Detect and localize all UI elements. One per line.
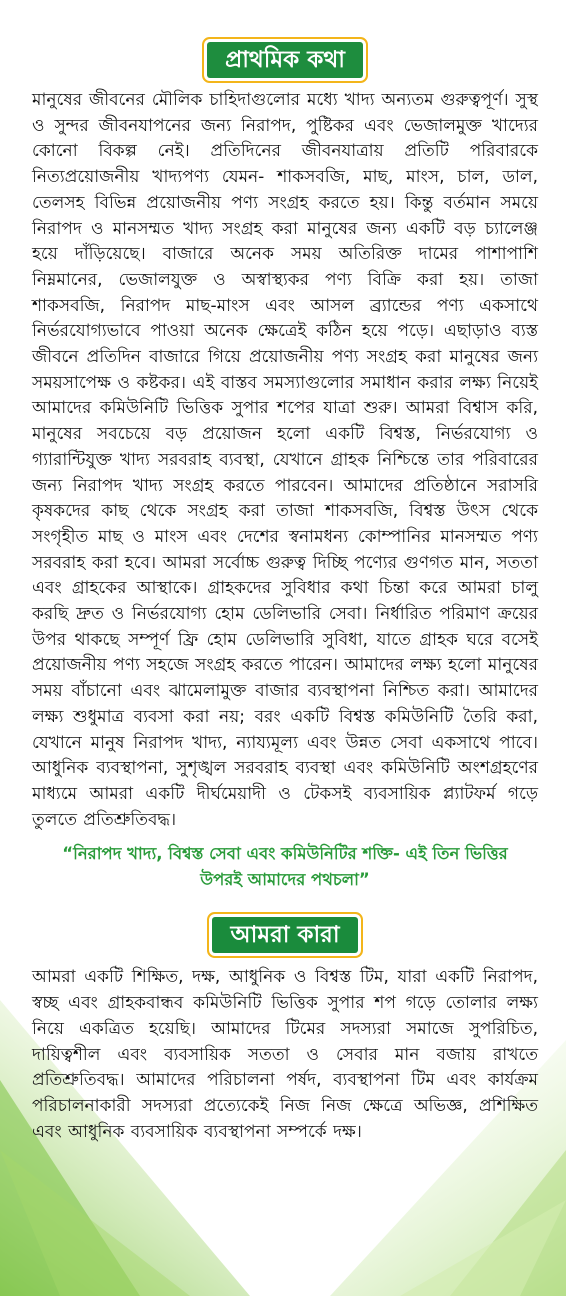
intro-heading: প্রাথমিক কথা (207, 42, 363, 78)
about-heading-wrap (32, 917, 538, 957)
section-divider (32, 893, 538, 917)
about-heading: আমরা কারা (212, 917, 357, 953)
intro-quote: “নিরাপদ খাদ্য, বিশ্বস্ত সেবা এবং কমিউনিটির শক্তি- এই তিন ভিত্তির উপরই আমাদের পথচলা” (62, 844, 508, 890)
intro-paragraph: মানুষের জীবনের মৌলিক চাহিদাগুলোর মধ্যে খাদ্য অন্যতম গুরুত্বপূর্ণ। সুস্থ ও সুন্দর জীবনযাপনের জন্য নিরাপদ, পুষ্টিকর এবং ভেজালমুক্ত খাদ্যের কোনো বিকল্প নেই। প্রতিদিনের জীবনযাত্রায় প্রতিটি পরিবারকে নিত্যপ্রয়োজনীয় খাদ্যপণ্য যেমন- শাকসবজি, মাছ, মাংস, চাল, ডাল, তেলসহ বিভিন্ন প্রয়োজনীয় পণ্য সংগ্রহ করতে হয়। কিন্তু বর্তমান সময়ে নিরাপদ ও মানসম্মত খাদ্য সংগ্রহ করা মানুষের জন্য একটি বড় চ্যালেঞ্জ হয়ে দাঁড়িয়েছে। বাজারে অনেক সময় অতিরিক্ত দামের পাশাপাশি নিম্নমানের, ভেজালযুক্ত ও অস্বাস্থ্যকর পণ্য বিক্রি করা হয়। তাজা শাকসবজি, নিরাপদ মাছ-মাংস এবং আসল ব্র্যান্ডের পণ্য একসাথে নির্ভরযোগ্যভাবে পাওয়া অনেক ক্ষেত্রেই কঠিন হয়ে পড়ে। এছাড়াও ব্যস্ত জীবনে প্রতিদিন বাজারে গিয়ে প্রয়োজনীয় পণ্য সংগ্রহ করা মানুষের জন্য সময়সাপেক্ষ ও কষ্টকর। এই বাস্তব সমস্যাগুলোর সমাধান করার লক্ষ্য নিয়েই আমাদের কমিউনিটি ভিত্তিক সুপার শপের যাত্রা শুরু। আমরা বিশ্বাস করি, মানুষের সবচেয়ে বড় প্রয়োজন হলো একটি বিশ্বস্ত, নির্ভরযোগ্য ও গ্যারান্টিযুক্ত খাদ্য সরবরাহ ব্যবস্থা, যেখানে গ্রাহক নিশ্চিন্তে তার পরিবারের জন্য নিরাপদ খাদ্য সংগ্রহ করতে পারবেন। আমাদের প্রতিষ্ঠানে সরাসরি কৃষকদের কাছ থেকে সংগ্রহ করা তাজা শাকসবজি, বিশ্বস্ত উৎস থেকে সংগৃহীত মাছ ও মাংস এবং দেশের স্বনামধন্য কোম্পানির মানসম্মত পণ্য সরবরাহ করা হবে। আমরা সর্বোচ্চ গুরুত্ব দিচ্ছি পণ্যের গুণগত মান, সততা এবং গ্রাহকের আস্থাকে। গ্রাহকদের সুবিধার কথা চিন্তা করে আমরা চালু করছি দ্রুত ও নির্ভরযোগ্য হোম ডেলিভারি সেবা। নির্ধারিত পরিমাণ ক্রয়ের উপর থাকছে সম্পূর্ণ ফ্রি হোম ডেলিভারি সুবিধা, যাতে গ্রাহক ঘরে বসেই প্রয়োজনীয় পণ্য সহজে সংগ্রহ করতে পারেন। আমাদের লক্ষ্য হলো মানুষের সময় বাঁচানো এবং ঝামেলামুক্ত বাজার ব্যবস্থাপনা নিশ্চিত করা। আমাদের লক্ষ্য শুধুমাত্র ব্যবসা করা নয়; বরং একটি বিশ্বস্ত কমিউনিটি তৈরি করা, যেখানে মানুষ নিরাপদ খাদ্য, ন্যায্যমূল্য এবং উন্নত সেবা একসাথে পাবে। আধুনিক ব্যবস্থাপনা, সুশৃঙ্খল সরবরাহ ব্যবস্থা এবং কমিউনিটি অংশগ্রহণের মাধ্যমে আমরা একটি দীর্ঘমেয়াদী ও টেকসই ব্যবসায়িক প্ল্যাটফর্ম গড়ে তুলতে প্রতিশ্রুতিবদ্ধ। (32, 90, 538, 830)
intro-heading-wrap (32, 42, 538, 82)
about-paragraph: আমরা একটি শিক্ষিত, দক্ষ, আধুনিক ও বিশ্বস্ত টিম, যারা একটি নিরাপদ, স্বচ্ছ এবং গ্রাহকবান্ধব কমিউনিটি ভিত্তিক সুপার শপ গড়ে তোলার লক্ষ্য নিয়ে একত্রিত হয়েছি। আমাদের টিমের সদস্যরা সমাজে সুপরিচিত, দায়িত্বশীল এবং ব্যবসায়িক সততা ও সেবার মান বজায় রাখতে প্রতিশ্রুতিবদ্ধ। আমাদের পরিচালনা পর্ষদ, ব্যবস্থাপনা টিম এবং কার্যক্রম পরিচালনাকারী সদস্যরা প্রত্যেকেই নিজ নিজ ক্ষেত্রে অভিজ্ঞ, প্রশিক্ষিত এবং আধুনিক ব্যবসায়িক ব্যবস্থাপনা সম্পর্কে দক্ষ। (32, 967, 538, 1142)
